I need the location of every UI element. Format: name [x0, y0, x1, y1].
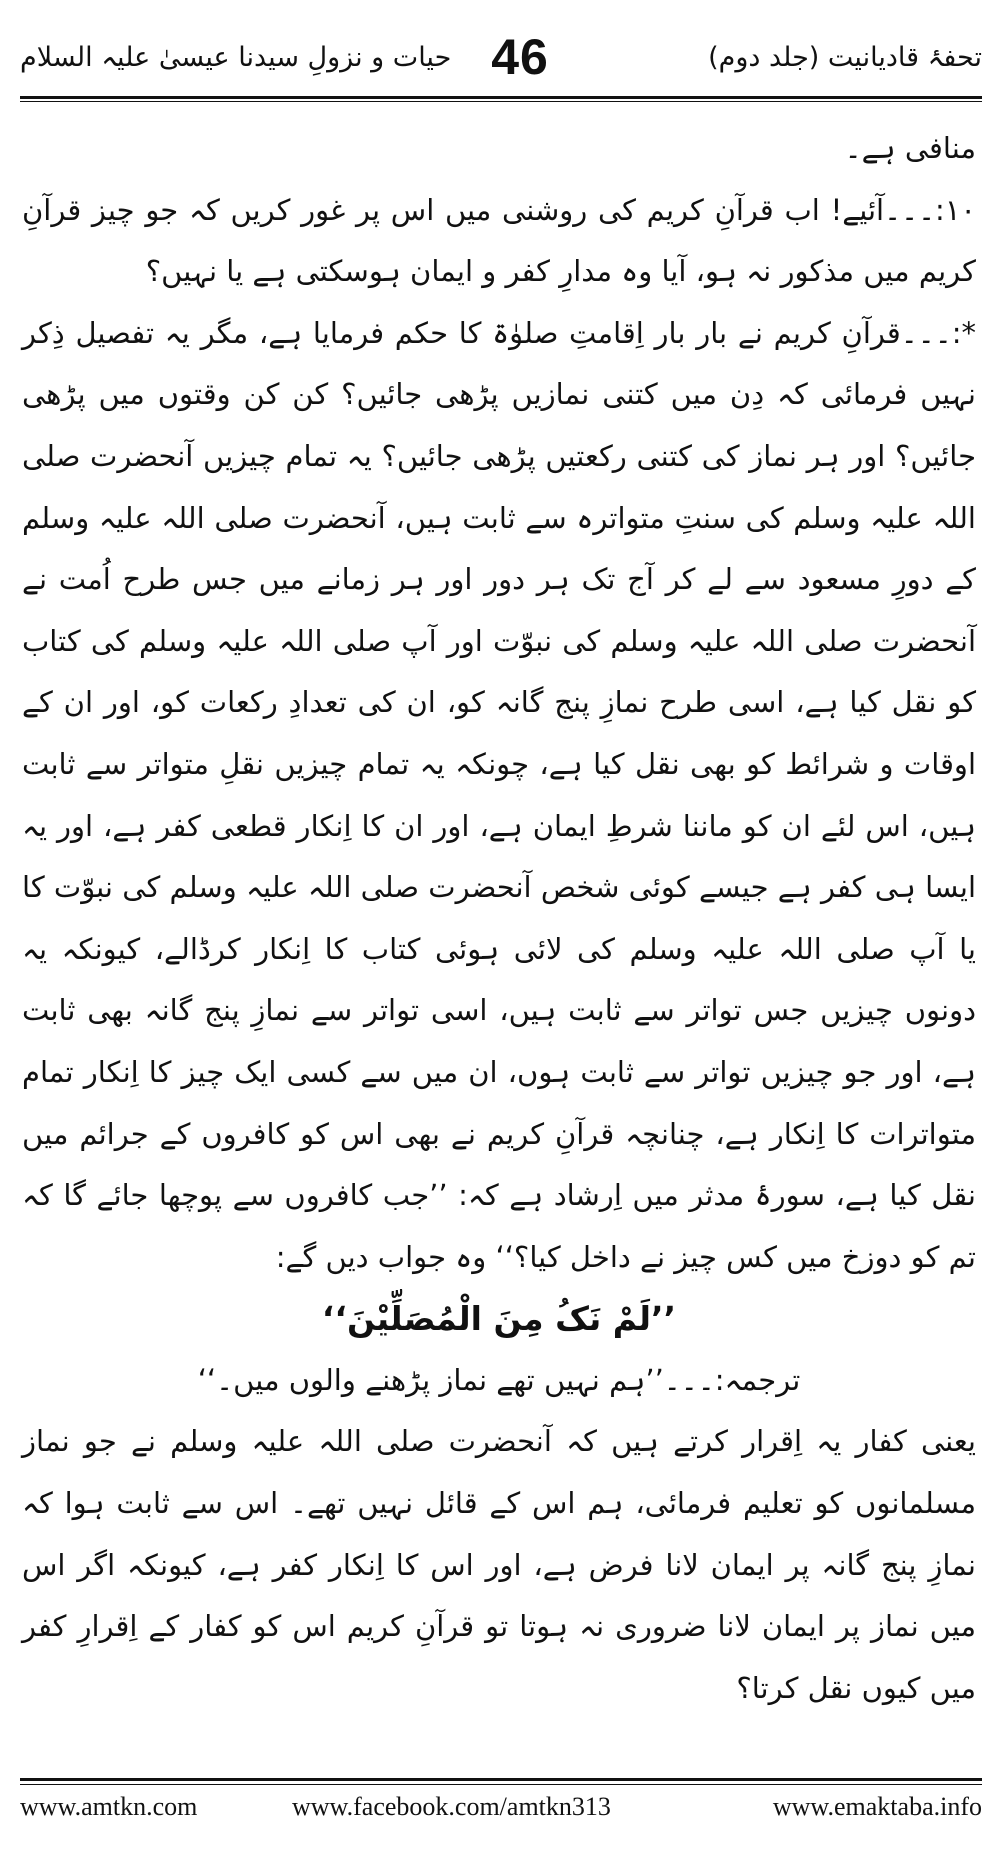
paragraph-answer: *:۔۔۔قرآنِ کریم نے بار بار اِقامتِ صلوٰۃ کا حکم فرمایا ہے، مگر یہ تفصیل ذِکر نہیں فرمائی کہ دِن میں کتنی نمازیں پڑھی جائیں؟ کن کن وقتوں میں پڑھی جائیں؟ اور ہر نماز کی کتنی رکعتیں پڑھی جائیں؟ یہ تمام چیزیں آنحضرت صلی اللہ علیہ وسلم کی سنتِ متواترہ سے ثابت ہیں، آنحضرت صلی اللہ علیہ وسلم کے دورِ مسعود سے لے کر آج تک ہر دور اور ہر زمانے میں جس طرح اُمت نے آنحضرت صلی اللہ علیہ وسلم کی نبوّت اور آپ صلی اللہ علیہ وسلم کی کتاب کو نقل کیا ہے، اسی طرح نمازِ پنج گانہ کو، ان کی تعدادِ رکعات کو، اور ان کے اوقات و شرائط کو بھی نقل کیا ہے، چونکہ یہ تمام چیزیں نقلِ متواتر سے ثابت ہیں، اس لئے ان کو ماننا شرطِ ایمان ہے، اور ان کا اِنکار قطعی کفر ہے، اور یہ ایسا ہی کفر ہے جیسے کوئی شخص آنحضرت صلی اللہ علیہ وسلم کی نبوّت کا یا آپ صلی اللہ علیہ وسلم کی لائی ہوئی کتاب کا اِنکار کرڈالے، کیونکہ یہ دونوں چیزیں جس تواتر سے ثابت ہیں، اسی تواتر سے نمازِ پنج گانہ بھی ثابت ہے، اور جو چیزیں تواتر سے ثابت ہوں، ان میں سے کسی ایک چیز کا اِنکار تمام متواترات کا اِنکار ہے، چنانچہ قرآنِ کریم نے بھی اس کو کافروں کے جرائم میں نقل کیا ہے، سورۂ مدثر میں اِرشاد ہے کہ: ’’جب کافروں سے پوچھا جائے گا کہ تم کو دوزخ میں کس چیز نے داخل کیا؟‘‘ وہ جواب دیں گے: [22, 315, 976, 1274]
footer-rule [20, 1778, 982, 1781]
footer-link-facebook[interactable]: www.facebook.com/amtkn313 [292, 1792, 611, 1821]
paragraph-point-10: ۱۰:۔۔۔آئیے! اب قرآنِ کریم کی روشنی میں اس پر غور کریں کہ جو چیز قرآنِ کریم میں مذکور نہ ہو، آیا وہ مدارِ کفر و ایمان ہوسکتی ہے یا نہیں؟ [22, 192, 976, 289]
footer-link-emaktaba[interactable]: www.emaktaba.info [772, 1792, 982, 1821]
footer-rule-thin [20, 1784, 982, 1785]
page-number: 46 [491, 29, 549, 85]
header-rule [20, 96, 982, 99]
page-footer [20, 1792, 982, 1832]
paragraph-continuation: منافی ہے۔ [844, 131, 976, 165]
chapter-title: حیات و نزولِ سیدنا عیسیٰ علیہ السلام [20, 42, 452, 73]
footer-link-amtkn[interactable]: www.amtkn.com [20, 1792, 198, 1821]
page-body [22, 118, 976, 1719]
verse-translation: ترجمہ:۔۔۔’’ہم نہیں تھے نماز پڑھنے والوں میں۔‘‘ [197, 1362, 801, 1397]
page-header [20, 28, 982, 98]
book-title: تحفۂ قادیانیت (جلد دوم) [708, 42, 982, 73]
paragraph-conclusion: یعنی کفار یہ اِقرار کرتے ہیں کہ آنحضرت صلی اللہ علیہ وسلم نے جو نماز مسلمانوں کو تعلیم فرمائی، ہم اس کے قائل نہیں تھے۔ اس سے ثابت ہوا کہ نمازِ پنج گانہ پر ایمان لانا فرض ہے، اور اس کا اِنکار کفر ہے، کیونکہ اگر اس میں نماز پر ایمان لانا ضروری نہ ہوتا تو قرآنِ کریم اس کو کفار کے اِقرارِ کفر میں کیوں نقل کرتا؟ [22, 1424, 976, 1705]
quran-verse: ’’لَمْ نَکُ مِنَ الْمُصَلِّیْنَ‘‘ [321, 1299, 677, 1339]
header-rule-thin [20, 101, 982, 102]
